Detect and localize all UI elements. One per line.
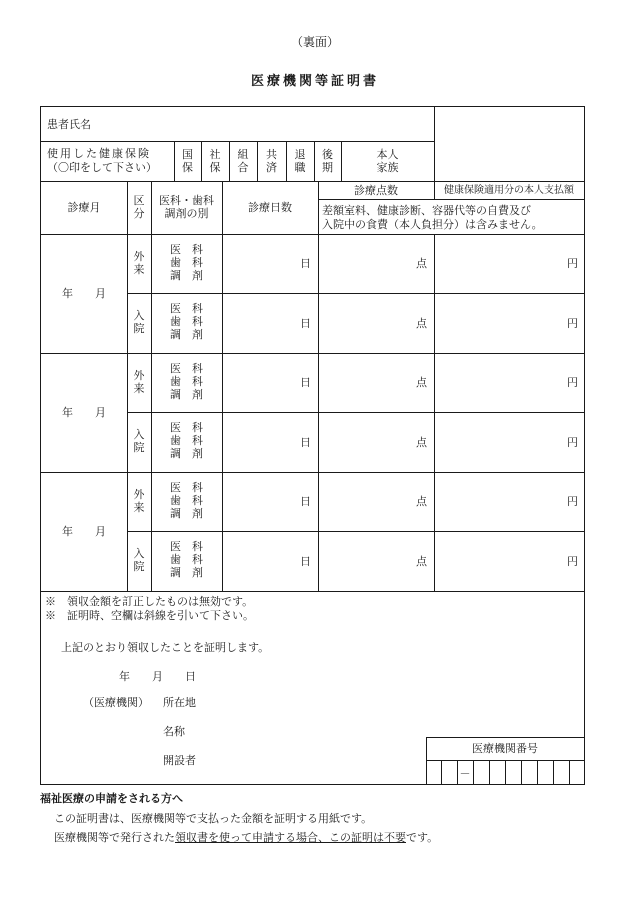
certification-text: 上記のとおり領収したことを証明します。 (61, 641, 270, 654)
document-title: 医療機関等証明書 (250, 74, 379, 89)
days-unit: 日 (300, 317, 311, 330)
option-dental: 歯 科 (170, 375, 203, 388)
option-medical: 医 科 (170, 302, 203, 315)
rule (41, 353, 584, 354)
yen-unit: 円 (567, 317, 578, 330)
rule (434, 141, 435, 182)
option-dental: 歯 科 (170, 553, 203, 566)
founder-label: 開設者 (163, 754, 196, 767)
department-options[interactable] (151, 421, 222, 460)
insurance-type-taishoku[interactable] (286, 148, 314, 174)
option-dental: 歯 科 (170, 494, 203, 507)
days-unit: 日 (300, 436, 311, 449)
rule (434, 107, 435, 142)
relation-family: 家族 (376, 161, 399, 174)
footer-heading: 福祉医療の申請をされる方へ (40, 792, 183, 805)
option-pharmacy: 調 剤 (170, 328, 203, 341)
institution-number-dash: － (459, 767, 471, 780)
footer-line-2-underlined: 領収書を使って申請する場合、この証明は不要 (175, 831, 406, 844)
note-invalid: ※ 領収金額を訂正したものは無効です。 (45, 595, 254, 608)
department-options[interactable] (151, 243, 222, 282)
header-exclusion-note: 差額室料、健康診断、容器代等の自費及び (322, 204, 531, 217)
insurance-type-char: 合 (237, 161, 249, 174)
rule (127, 293, 584, 294)
header-division (127, 194, 151, 220)
division-char: 入 (133, 547, 145, 560)
points-unit: 点 (416, 317, 427, 330)
division-outpatient (127, 369, 151, 395)
department-options[interactable] (151, 362, 222, 401)
option-medical: 医 科 (170, 243, 203, 256)
days-unit: 日 (300, 495, 311, 508)
division-char: 外 (133, 488, 145, 501)
option-pharmacy: 調 剤 (170, 269, 203, 282)
digit-divider (569, 760, 570, 784)
certification-date: 年 月 日 (119, 670, 196, 683)
division-char: 院 (133, 560, 145, 573)
division-inpatient (127, 547, 151, 573)
division-char: 来 (133, 263, 145, 276)
insurance-type-kokuho[interactable] (174, 148, 201, 174)
insurance-type-char: 済 (266, 161, 277, 174)
insurance-type-kumiai[interactable] (229, 148, 257, 174)
points-unit: 点 (416, 257, 427, 270)
footer-line-2-suffix: です。 (406, 831, 439, 844)
points-unit: 点 (416, 376, 427, 389)
division-char: 院 (133, 441, 145, 454)
header-department-line: 調剤の別 (164, 207, 209, 220)
insurance-type-char: 後 (322, 148, 333, 161)
days-unit: 日 (300, 257, 311, 270)
footer-line-2 (54, 829, 438, 845)
option-dental: 歯 科 (170, 315, 203, 328)
rule (41, 234, 584, 235)
insurance-type-char: 社 (209, 148, 221, 161)
rule (127, 412, 584, 413)
digit-divider (441, 760, 442, 784)
rule (127, 531, 584, 532)
insurance-type-char: 保 (182, 161, 193, 174)
note-blank: ※ 証明時、空欄は斜線を引いて下さい。 (45, 609, 254, 622)
days-unit: 日 (300, 376, 311, 389)
digit-divider (473, 760, 474, 784)
digit-divider (489, 760, 490, 784)
division-char: 外 (133, 250, 145, 263)
department-options[interactable] (151, 481, 222, 520)
option-pharmacy: 調 剤 (170, 566, 203, 579)
digit-divider (553, 760, 554, 784)
rule (41, 591, 584, 592)
option-medical: 医 科 (170, 421, 203, 434)
option-pharmacy: 調 剤 (170, 507, 203, 520)
insurance-type-char: 保 (209, 161, 221, 174)
insurance-type-char: 共 (266, 148, 277, 161)
points-unit: 点 (416, 555, 427, 568)
days-unit: 日 (300, 555, 311, 568)
division-char: 外 (133, 369, 145, 382)
insurance-type-char: 退 (294, 148, 306, 161)
digit-divider (505, 760, 506, 784)
insurance-instruction: （〇印をして下さい） (47, 161, 157, 174)
option-pharmacy: 調 剤 (170, 447, 203, 460)
year-month-label: 年 月 (62, 525, 106, 538)
option-dental: 歯 科 (170, 256, 203, 269)
rule (434, 234, 435, 592)
header-department-line: 医科・歯科 (159, 194, 214, 207)
insurance-type-kouki[interactable] (314, 148, 341, 174)
relation-self: 本人 (376, 148, 399, 161)
division-inpatient (127, 309, 151, 335)
insurance-type-char: 国 (182, 148, 193, 161)
insurance-type-char: 期 (322, 161, 333, 174)
points-unit: 点 (416, 495, 427, 508)
insurance-type-shaho[interactable] (201, 148, 229, 174)
division-char: 入 (133, 428, 145, 441)
points-unit: 点 (416, 436, 427, 449)
yen-unit: 円 (567, 495, 578, 508)
footer-line-1: この証明書は、医療機関等で支払った金額を証明する用紙です。 (54, 812, 373, 825)
rule (318, 199, 584, 200)
year-month-label: 年 月 (62, 287, 106, 300)
relation-options[interactable] (341, 148, 434, 174)
insurance-type-char: 職 (294, 161, 306, 174)
option-pharmacy: 調 剤 (170, 388, 203, 401)
insurance-type-char: 組 (237, 148, 249, 161)
yen-unit: 円 (567, 257, 578, 270)
division-outpatient (127, 488, 151, 514)
header-department (151, 194, 222, 220)
footer-line-2-prefix: 医療機関等で発行された (54, 831, 175, 844)
rule (41, 141, 434, 142)
insurance-type-kyosai[interactable] (257, 148, 286, 174)
certificate-form (40, 106, 585, 785)
digit-divider (521, 760, 522, 784)
header-points: 診療点数 (354, 184, 398, 197)
address-label: 所在地 (163, 696, 196, 709)
yen-unit: 円 (567, 436, 578, 449)
institution-number-label: 医療機関番号 (472, 742, 538, 755)
division-inpatient (127, 428, 151, 454)
header-exclusion-note: 入院中の食費（本人負担分）は含みません。 (322, 218, 543, 231)
division-char: 来 (133, 382, 145, 395)
insurance-label: 使用した健康保険 (47, 147, 151, 160)
name-label: 名称 (163, 725, 185, 738)
division-char: 院 (133, 322, 145, 335)
yen-unit: 円 (567, 376, 578, 389)
header-division-char: 分 (133, 207, 145, 220)
rule (41, 181, 584, 182)
option-medical: 医 科 (170, 540, 203, 553)
institution-label: （医療機関） (83, 696, 149, 709)
department-options[interactable] (151, 540, 222, 579)
department-options[interactable] (151, 302, 222, 341)
year-month-label: 年 月 (62, 406, 106, 419)
patient-name-label: 患者氏名 (47, 118, 91, 131)
yen-unit: 円 (567, 555, 578, 568)
division-outpatient (127, 250, 151, 276)
page-side-label: （裏面） (290, 35, 339, 49)
option-medical: 医 科 (170, 481, 203, 494)
digit-divider (537, 760, 538, 784)
header-payment: 健康保険適用分の本人支払額 (444, 185, 574, 196)
header-days: 診療日数 (248, 201, 292, 214)
division-char: 入 (133, 309, 145, 322)
option-medical: 医 科 (170, 362, 203, 375)
option-dental: 歯 科 (170, 434, 203, 447)
header-division-char: 区 (133, 194, 145, 207)
header-month: 診療月 (67, 201, 101, 214)
division-char: 来 (133, 501, 145, 514)
rule (41, 472, 584, 473)
